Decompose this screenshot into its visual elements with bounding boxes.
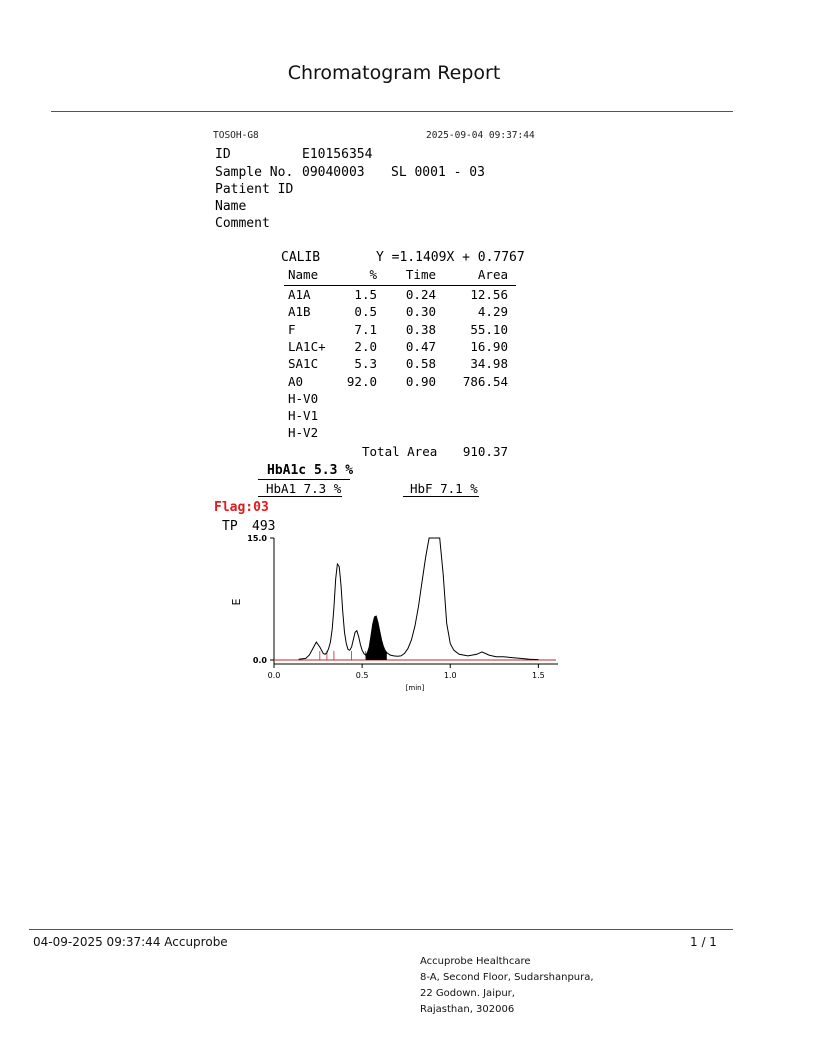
name-label: Name <box>215 199 247 214</box>
hba1c-result: HbA1c 5.3 % <box>267 463 354 478</box>
header-time: Time <box>405 267 436 282</box>
address-line-3: 22 Godown. Jaipur, <box>420 988 515 999</box>
page-title: Chromatogram Report <box>287 62 501 84</box>
row-area: 12.56 <box>470 287 508 302</box>
tp-value: 493 <box>252 519 276 534</box>
row-name: H-V0 <box>288 390 319 406</box>
y-tick-label: 0.0 <box>252 656 267 665</box>
row-time: 0.47 <box>405 338 436 354</box>
sample-label: Sample No. <box>215 165 294 180</box>
footer-printed: 04-09-2025 09:37:44 Accuprobe <box>33 935 228 949</box>
hbf-underline <box>403 496 479 497</box>
instrument-name: TOSOH-G8 <box>213 130 259 141</box>
id-label: ID <box>215 147 231 162</box>
sample-position: SL 0001 - 03 <box>391 165 485 180</box>
row-area: 34.98 <box>470 356 508 372</box>
comment-label: Comment <box>215 216 270 231</box>
row-time: 0.58 <box>405 356 436 372</box>
address-block <box>420 954 594 1018</box>
header-name: Name <box>288 267 319 282</box>
hba1-result: HbA1 7.3 % <box>266 481 342 496</box>
id-value: E10156354 <box>302 147 373 162</box>
row-name: F <box>288 321 296 337</box>
x-tick-label: 1.5 <box>532 671 545 680</box>
row-pct: 2.0 <box>354 338 377 354</box>
title-divider <box>51 111 733 112</box>
calib-label: CALIB <box>281 250 321 265</box>
total-area-label: Total Area <box>362 444 438 459</box>
row-time: 0.38 <box>405 321 436 337</box>
row-area: 4.29 <box>477 304 508 320</box>
row-pct: 7.1 <box>354 321 377 337</box>
row-pct: 1.5 <box>354 287 377 302</box>
hbf-result: HbF 7.1 % <box>410 481 478 496</box>
row-time: 0.90 <box>405 373 436 389</box>
row-name: LA1C+ <box>288 338 326 354</box>
chromatogram-trace <box>299 538 539 660</box>
row-pct: 0.5 <box>354 304 377 320</box>
chromatogram-chart <box>200 530 580 700</box>
hba1-underline <box>258 496 342 497</box>
row-name: A1B <box>288 304 311 320</box>
row-name: H-V1 <box>288 408 319 424</box>
total-area-value: 910.37 <box>462 444 508 459</box>
footer-page: 1 / 1 <box>690 935 717 949</box>
y-axis-label: E <box>230 598 243 606</box>
tp-label: TP <box>222 519 238 534</box>
x-tick-label: 0.5 <box>355 671 369 680</box>
row-time: 0.24 <box>405 287 436 302</box>
row-area: 786.54 <box>462 373 508 389</box>
x-tick-label: 1.0 <box>443 671 457 680</box>
row-name: H-V2 <box>288 425 319 441</box>
header-area: Area <box>477 267 508 282</box>
y-tick-label: 15.0 <box>247 534 267 543</box>
sample-value: 09040003 <box>302 165 365 180</box>
address-line-4: Rajasthan, 302006 <box>420 1004 515 1015</box>
x-tick-label: 0.0 <box>267 671 281 680</box>
row-area: 16.90 <box>470 338 508 354</box>
row-name: SA1C <box>288 356 319 372</box>
footer-divider <box>29 929 733 930</box>
address-line-1: Accuprobe Healthcare <box>420 956 531 967</box>
row-area: 55.10 <box>470 321 508 337</box>
row-name: A0 <box>288 373 304 389</box>
flag-label: Flag:03 <box>214 500 269 515</box>
row-pct: 92.0 <box>346 373 377 389</box>
address-line-2: 8-A, Second Floor, Sudarshanpura, <box>420 972 594 983</box>
results-table <box>280 266 520 466</box>
row-time: 0.30 <box>405 304 436 320</box>
row-name: A1A <box>288 287 311 302</box>
row-pct: 5.3 <box>354 356 377 372</box>
shaded-peak-sa1c <box>366 616 387 660</box>
report-datetime: 2025-09-04 09:37:44 <box>426 130 535 141</box>
calib-equation: Y =1.1409X + 0.7767 <box>376 250 525 265</box>
x-axis-label: [min] <box>405 684 425 692</box>
header-pct: % <box>369 267 377 282</box>
patient-id-label: Patient ID <box>215 182 294 197</box>
hba1c-underline <box>258 479 350 480</box>
